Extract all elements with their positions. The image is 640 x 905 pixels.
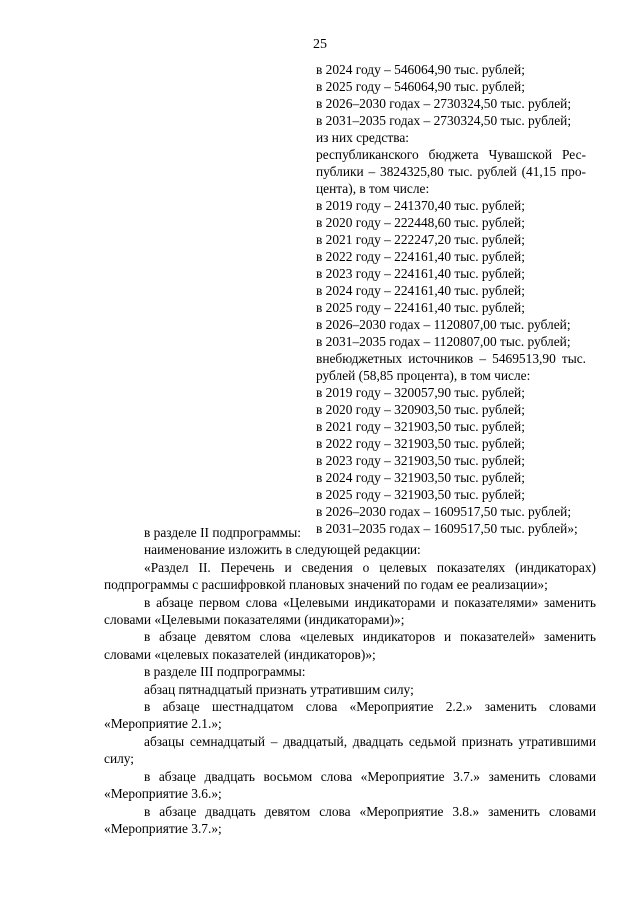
funding-line: в 2023 году – 321903,50 тыс. рублей; bbox=[316, 453, 525, 468]
amendment-paragraph: «Раздел II. Перечень и сведения о целевых показателях (индикаторах) подпрограммы с расшифровкой плановых значений по годам ее реализации»; bbox=[104, 559, 596, 593]
funding-line: внебюджетных источников – 5469513,90 тыс. bbox=[316, 351, 586, 366]
funding-line: в 2026–2030 годах – 1609517,50 тыс. рублей; bbox=[316, 504, 572, 519]
amendment-paragraph: в абзаце двадцать восьмом слова «Мероприятие 3.7.» заменить словами «Мероприятие 3.6.»; bbox=[104, 768, 596, 802]
funding-line: в 2025 году – 321903,50 тыс. рублей; bbox=[316, 487, 525, 502]
amendments-text bbox=[104, 524, 596, 837]
funding-line: публики – 3824325,80 тыс. рублей (41,15 про- bbox=[316, 164, 586, 179]
amendment-paragraph: в разделе III подпрограммы: bbox=[144, 664, 306, 680]
amendment-paragraph: наименование изложить в следующей редакции: bbox=[144, 542, 421, 558]
amendment-paragraph: в абзаце первом слова «Целевыми индикаторами и показателями» заменить словами «Целевыми показателями (индикаторами)»; bbox=[104, 594, 596, 628]
amendment-paragraph: абзацы семнадцатый – двадцатый, двадцать седьмой признать утратившими силу; bbox=[104, 733, 596, 767]
funding-details-column bbox=[316, 61, 586, 537]
funding-line: в 2026–2030 годах – 1120807,00 тыс. рублей; bbox=[316, 317, 571, 332]
funding-line: в 2024 году – 546064,90 тыс. рублей; bbox=[316, 62, 525, 77]
funding-line: республиканского бюджета Чувашской Рес- bbox=[316, 147, 586, 162]
funding-line: в 2021 году – 222247,20 тыс. рублей; bbox=[316, 232, 525, 247]
funding-line: в 2020 году – 320903,50 тыс. рублей; bbox=[316, 402, 525, 417]
amendment-paragraph: в разделе II подпрограммы: bbox=[144, 525, 301, 540]
funding-line: в 2024 году – 224161,40 тыс. рублей; bbox=[316, 283, 525, 298]
amendment-paragraph: в абзаце шестнадцатом слова «Мероприятие 2.2.» заменить словами «Мероприятие 2.1.»; bbox=[104, 699, 596, 732]
page-number: 25 bbox=[313, 37, 327, 52]
funding-line: в 2025 году – 546064,90 тыс. рублей; bbox=[316, 79, 525, 94]
funding-line: в 2031–2035 годах – 2730324,50 тыс. рублей; bbox=[316, 113, 572, 128]
funding-line: в 2019 году – 241370,40 тыс. рублей; bbox=[316, 198, 525, 213]
funding-line: в 2025 году – 224161,40 тыс. рублей; bbox=[316, 300, 525, 315]
funding-line: в 2022 году – 321903,50 тыс. рублей; bbox=[316, 436, 525, 451]
funding-line: в 2031–2035 годах – 1609517,50 тыс. рублей»; bbox=[316, 521, 578, 536]
funding-line: в 2024 году – 321903,50 тыс. рублей; bbox=[316, 470, 525, 485]
funding-line: цента), в том числе: bbox=[316, 181, 430, 196]
funding-line: рублей (58,85 процента), в том числе: bbox=[316, 368, 531, 383]
funding-line: в 2021 году – 321903,50 тыс. рублей; bbox=[316, 419, 525, 434]
funding-line: в 2023 году – 224161,40 тыс. рублей; bbox=[316, 266, 525, 281]
funding-line: в 2020 году – 222448,60 тыс. рублей; bbox=[316, 215, 525, 230]
amendment-paragraph: абзац пятнадцатый признать утратившим силу; bbox=[144, 681, 414, 697]
amendment-paragraph: в абзаце девятом слова «целевых индикаторов и показателей» заменить словами «целевых показателей (индикаторов)»; bbox=[104, 629, 596, 662]
funding-line: в 2019 году – 320057,90 тыс. рублей; bbox=[316, 385, 525, 400]
funding-line: в 2022 году – 224161,40 тыс. рублей; bbox=[316, 249, 525, 264]
funding-line: из них средства: bbox=[316, 130, 410, 145]
amendment-paragraph: в абзаце двадцать девятом слова «Мероприятие 3.8.» заменить словами «Мероприятие 3.7.»; bbox=[104, 803, 596, 836]
funding-line: в 2031–2035 годах – 1120807,00 тыс. рублей; bbox=[316, 334, 571, 349]
funding-line: в 2026–2030 годах – 2730324,50 тыс. рублей; bbox=[316, 96, 572, 111]
